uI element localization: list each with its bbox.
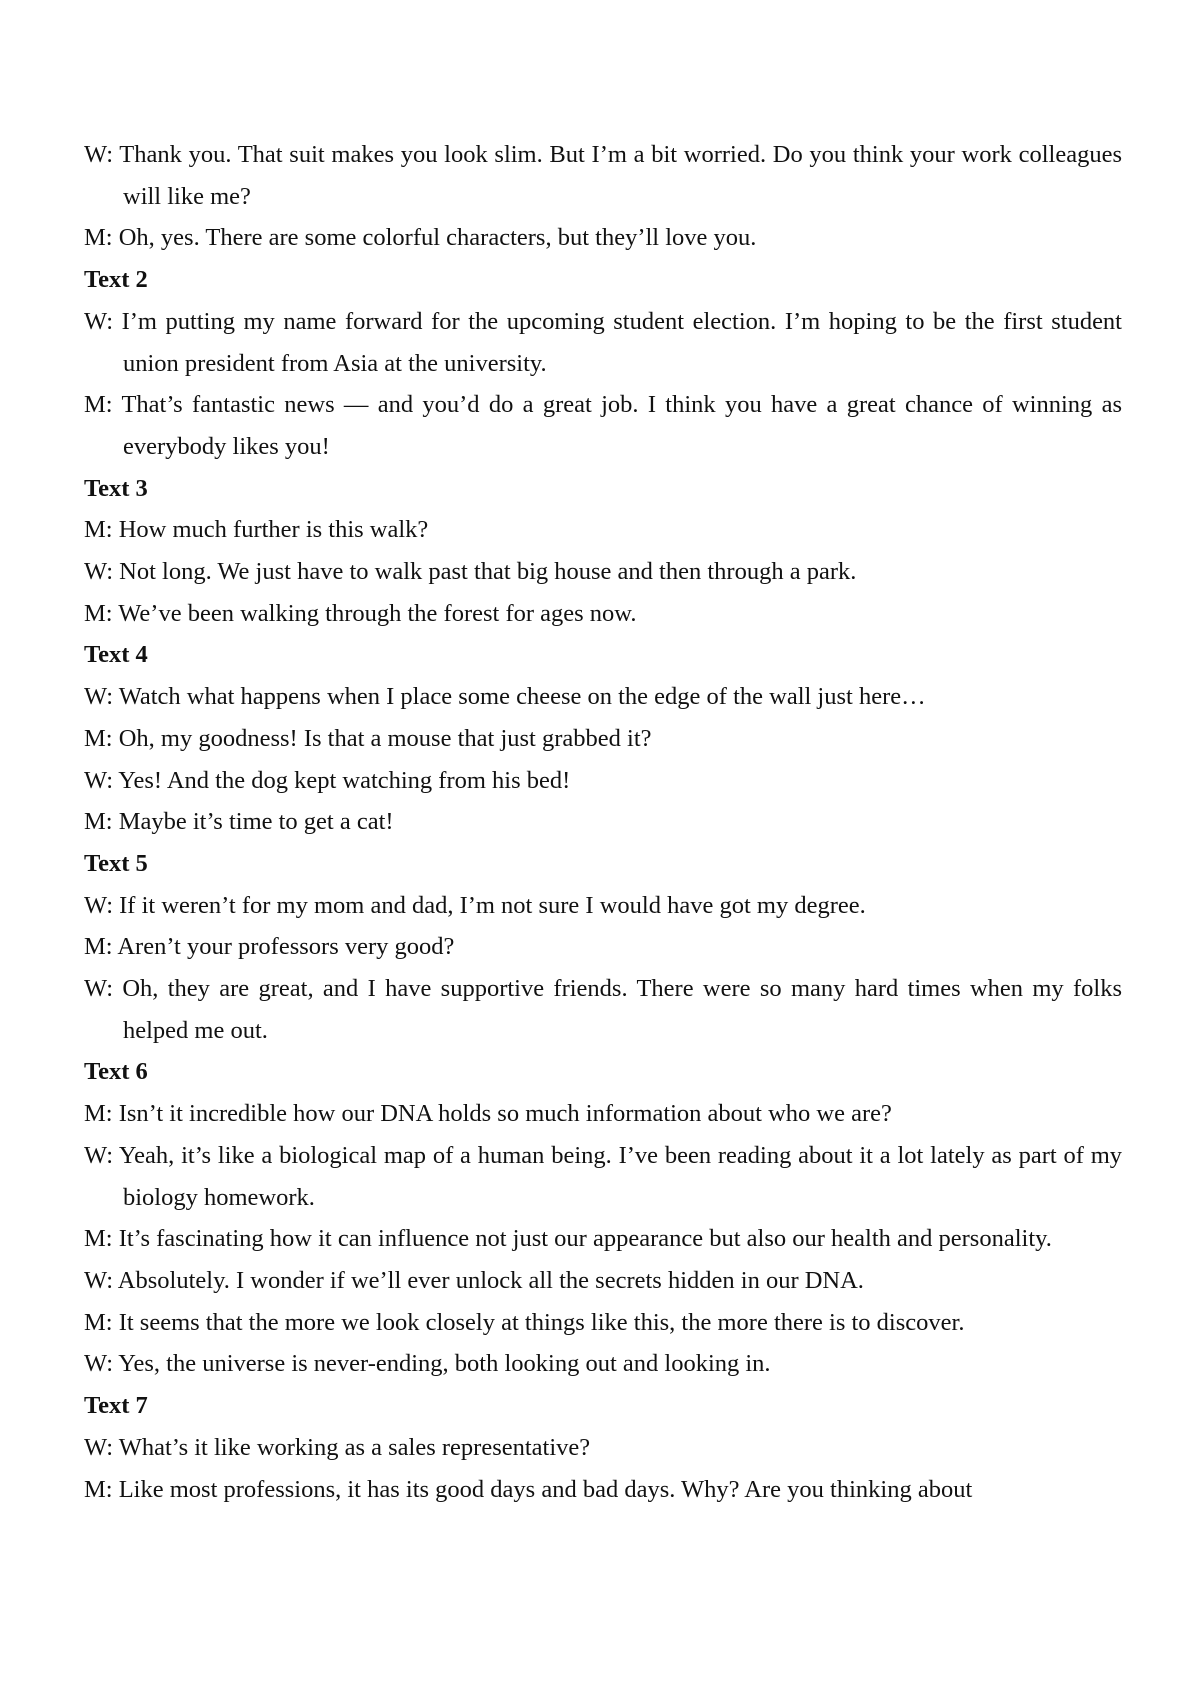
dialogue-line: W: Oh, they are great, and I have supportive friends. There were so many hard times when my folks helped me out.: [84, 975, 1122, 1044]
dialogue-line: M: Like most professions, it has its good days and bad days. Why? Are you thinking about: [84, 1475, 973, 1503]
dialogue-line: W: Watch what happens when I place some cheese on the edge of the wall just here…: [84, 683, 926, 711]
dialogue-line: W: Yes, the universe is never-ending, both looking out and looking in.: [84, 1350, 771, 1378]
section-heading: Text 3: [84, 474, 148, 502]
dialogue-line: W: Not long. We just have to walk past that big house and then through a park.: [84, 558, 857, 586]
dialogue-line: M: Isn’t it incredible how our DNA holds so much information about who we are?: [84, 1100, 892, 1128]
dialogue-line: W: Yeah, it’s like a biological map of a human being. I’ve been reading about it a lot lately as part of my biology homework.: [84, 1141, 1122, 1211]
dialogue-line: W: What’s it like working as a sales representative?: [84, 1433, 591, 1461]
section-heading: Text 7: [84, 1392, 148, 1420]
dialogue-line: W: I’m putting my name forward for the upcoming student election. I’m hoping to be the first student union president from Asia at the university.: [84, 307, 1122, 377]
dialogue-line: M: How much further is this walk?: [84, 516, 429, 544]
transcript-content: [84, 134, 1122, 1510]
dialogue-line: W: Yes! And the dog kept watching from his bed!: [84, 766, 571, 794]
dialogue-line: M: We’ve been walking through the forest for ages now.: [84, 599, 637, 627]
dialogue-line: M: It seems that the more we look closely at things like this, the more there is to discover.: [84, 1308, 965, 1336]
dialogue-line: W: If it weren’t for my mom and dad, I’m not sure I would have got my degree.: [84, 891, 866, 919]
dialogue-line: W: Thank you. That suit makes you look slim. But I’m a bit worried. Do you think your work colleagues will like me?: [84, 141, 1122, 210]
dialogue-line: M: It’s fascinating how it can influence not just our appearance but also our health and personality.: [84, 1225, 1052, 1253]
section-heading: Text 2: [84, 266, 148, 294]
dialogue-line: M: Oh, my goodness! Is that a mouse that just grabbed it?: [84, 724, 652, 752]
dialogue-line: M: That’s fantastic news — and you’d do a great job. I think you have a great chance of winning as everybody likes you!: [84, 391, 1122, 460]
dialogue-line: M: Maybe it’s time to get a cat!: [84, 808, 394, 836]
section-heading: Text 4: [84, 641, 148, 669]
section-heading: Text 6: [84, 1058, 148, 1086]
dialogue-line: M: Aren’t your professors very good?: [84, 933, 455, 961]
dialogue-line: M: Oh, yes. There are some colorful characters, but they’ll love you.: [84, 224, 757, 252]
section-heading: Text 5: [84, 849, 148, 877]
dialogue-line: W: Absolutely. I wonder if we’ll ever unlock all the secrets hidden in our DNA.: [84, 1266, 864, 1294]
